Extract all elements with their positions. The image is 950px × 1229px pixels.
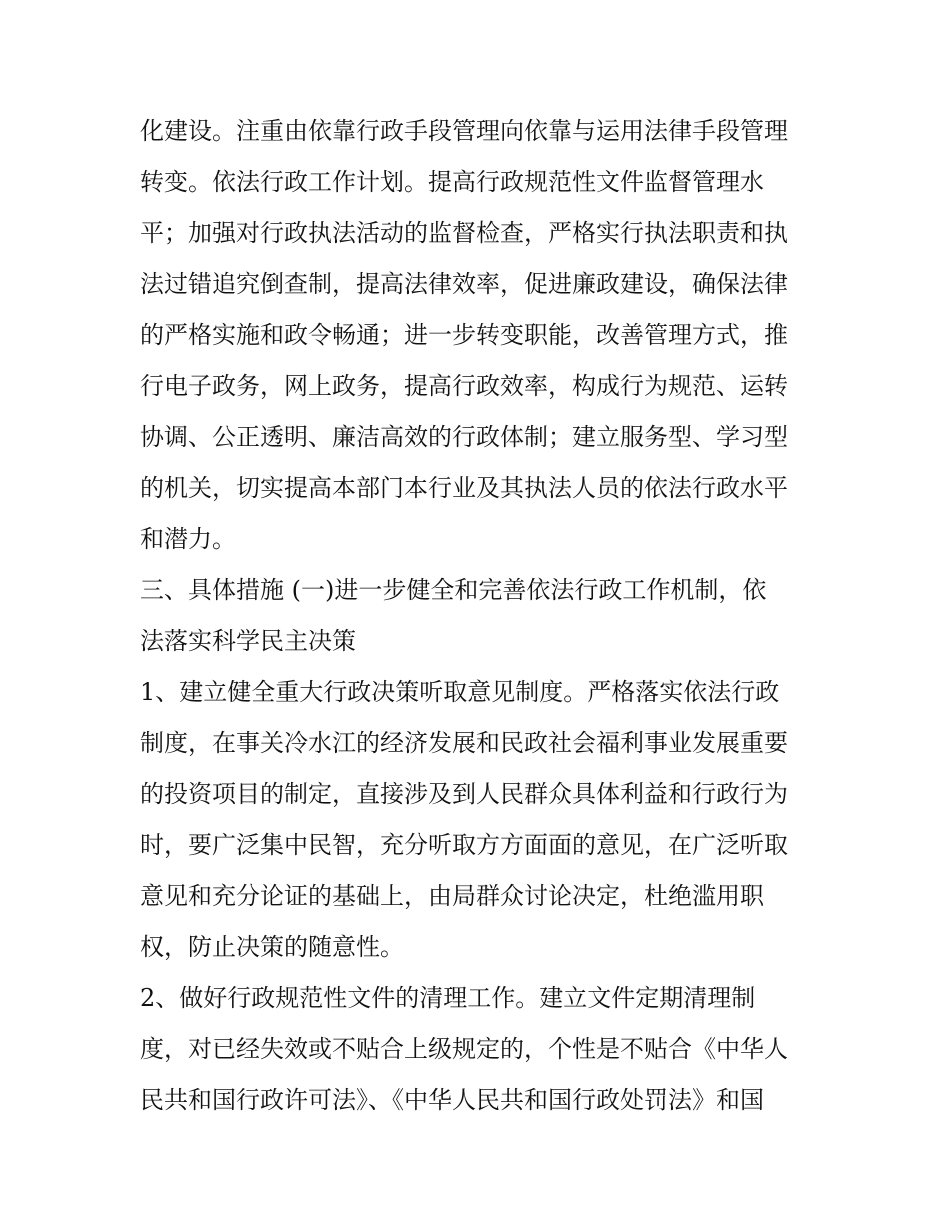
text-line-5: 的严格实施和政令畅通；进一步转变职能，改善管理方式，推 bbox=[140, 321, 788, 349]
text-line-9: 和潜力。 bbox=[140, 525, 236, 553]
item-1-line-6: 权，防止决策的随意性。 bbox=[140, 933, 404, 961]
item-2-line-3: 民共和国行政许可法》、《中华人民共和国行政处罚法》和国 bbox=[140, 1086, 764, 1114]
text-line-6: 行电子政务，网上政务，提高行政效率，构成行为规范、运转 bbox=[140, 372, 788, 400]
text-line-4: 法过错追究倒查制，提高法律效率，促进廉政建设，确保法律 bbox=[140, 270, 788, 298]
item-2-line-1: 2、做好行政规范性文件的清理工作。建立文件定期清理制 bbox=[140, 984, 756, 1012]
text-line-2: 转变。依法行政工作计划。提高行政规范性文件监督管理水 bbox=[140, 168, 764, 196]
section-heading-line-1: 三、具体措施 (一)进一步健全和完善依法行政工作机制，依 bbox=[140, 576, 767, 604]
text-line-3: 平；加强对行政执法活动的监督检查，严格实行执法职责和执 bbox=[140, 219, 788, 247]
text-line-1: 化建设。注重由依靠行政手段管理向依靠与运用法律手段管理 bbox=[140, 117, 788, 145]
item-1-line-5: 意见和充分论证的基础上，由局群众讨论决定，杜绝滥用职 bbox=[140, 882, 764, 910]
item-1-line-3: 的投资项目的制定，直接涉及到人民群众具体利益和行政行为 bbox=[140, 780, 788, 808]
text-line-7: 协调、公正透明、廉洁高效的行政体制；建立服务型、学习型 bbox=[140, 423, 788, 451]
text-line-8: 的机关，切实提高本部门本行业及其执法人员的依法行政水平 bbox=[140, 474, 788, 502]
body-text bbox=[140, 106, 820, 1126]
item-2-line-2: 度，对已经失效或不贴合上级规定的，个性是不贴合《中华人 bbox=[140, 1035, 788, 1063]
item-1-line-4: 时，要广泛集中民智，充分听取方方面面的意见，在广泛听取 bbox=[140, 831, 788, 859]
item-1-line-2: 制度，在事关冷水江的经济发展和民政社会福利事业发展重要 bbox=[140, 729, 788, 757]
item-1-line-1: 1、建立健全重大行政决策听取意见制度。严格落实依法行政 bbox=[140, 678, 780, 706]
section-heading-line-2: 法落实科学民主决策 bbox=[140, 627, 356, 655]
